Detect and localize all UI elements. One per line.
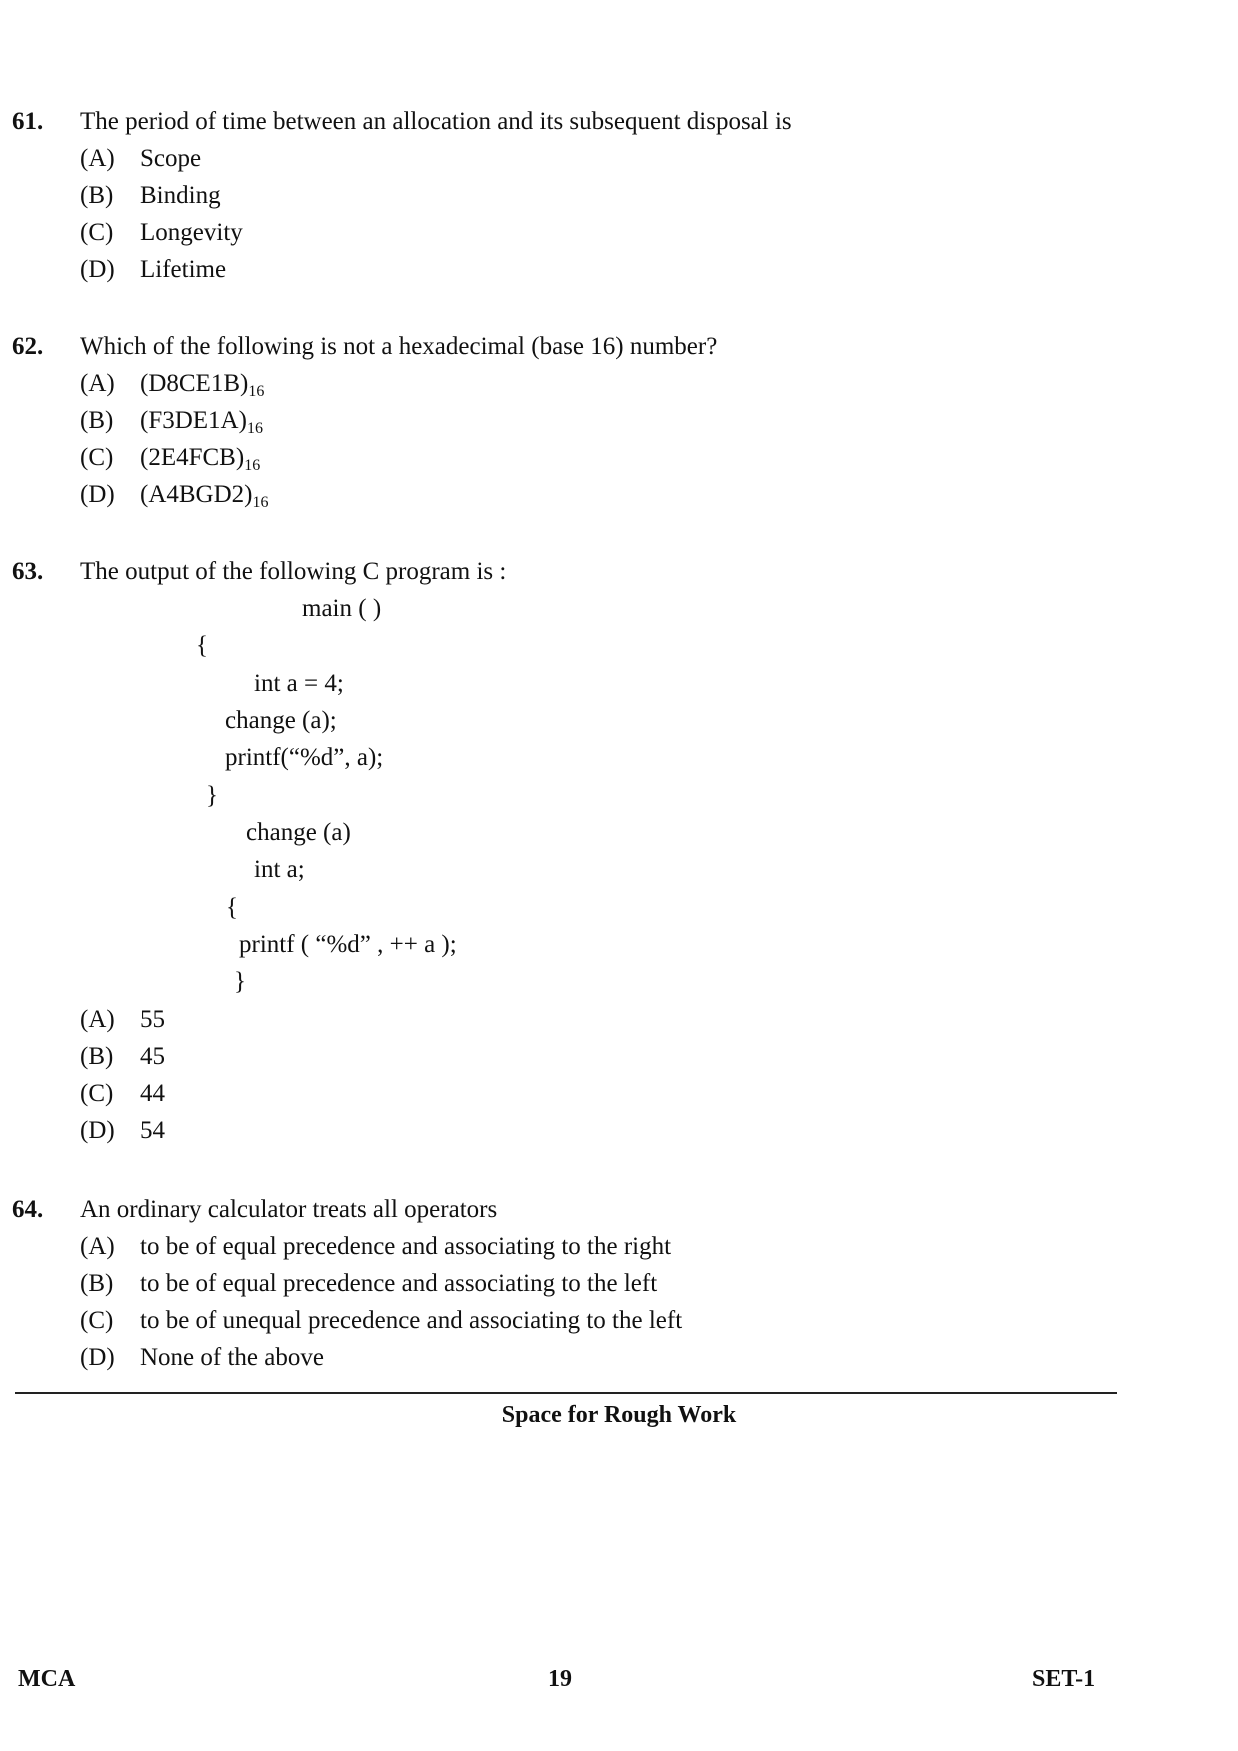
option-text: 44 xyxy=(140,1080,165,1107)
option-text: to be of equal precedence and associating to the left xyxy=(140,1270,658,1297)
option-c xyxy=(80,444,260,475)
option-d xyxy=(80,256,226,284)
option-text: None of the above xyxy=(140,1344,324,1371)
option-letter: (D) xyxy=(80,256,115,283)
option-text: Binding xyxy=(140,182,221,209)
option-a xyxy=(80,370,264,401)
code-line: printf ( “%d” , ++ a ); xyxy=(239,931,457,958)
option-text: (F3DE1A) xyxy=(140,407,247,434)
code-line: { xyxy=(196,632,208,659)
question-number: 63. xyxy=(12,558,44,585)
option-letter: (A) xyxy=(80,145,115,172)
option-a xyxy=(80,145,201,173)
option-d xyxy=(80,1117,165,1145)
option-text: Scope xyxy=(140,145,202,172)
base-subscript: 16 xyxy=(244,457,261,474)
option-text: 54 xyxy=(140,1117,165,1144)
base-subscript: 16 xyxy=(252,494,269,511)
option-letter: (D) xyxy=(80,1117,115,1144)
option-c xyxy=(80,219,243,247)
question-number: 64. xyxy=(12,1196,44,1223)
option-b xyxy=(80,182,221,210)
option-a xyxy=(80,1233,671,1261)
rough-work-heading: Space for Rough Work xyxy=(501,1402,737,1428)
code-line: printf(“%d”, a); xyxy=(225,744,384,771)
code-line: int a = 4; xyxy=(254,670,344,697)
option-d xyxy=(80,481,269,512)
option-b xyxy=(80,1043,165,1071)
footer-right: SET-1 xyxy=(1032,1666,1096,1692)
option-letter: (C) xyxy=(80,1080,114,1107)
divider-rule xyxy=(15,1392,1117,1394)
question-text: The output of the following C program is : xyxy=(80,558,507,585)
option-letter: (C) xyxy=(80,219,114,246)
option-letter: (A) xyxy=(80,370,115,397)
base-subscript: 16 xyxy=(246,420,263,437)
option-c xyxy=(80,1080,165,1108)
code-line: } xyxy=(234,968,246,995)
option-text: 45 xyxy=(140,1043,165,1070)
option-text: Longevity xyxy=(140,219,243,246)
code-line: int a; xyxy=(254,856,305,883)
base-subscript: 16 xyxy=(248,383,265,400)
option-b xyxy=(80,1270,657,1298)
option-d xyxy=(80,1344,324,1372)
option-letter: (B) xyxy=(80,1270,114,1297)
footer-left: MCA xyxy=(18,1666,76,1692)
option-text: (D8CE1B) xyxy=(140,370,249,397)
option-a xyxy=(80,1006,165,1034)
question-number: 61. xyxy=(12,108,44,135)
option-text: Lifetime xyxy=(140,256,227,283)
question-number: 62. xyxy=(12,333,44,360)
page-number: 19 xyxy=(548,1666,572,1692)
code-line: change (a); xyxy=(225,707,337,734)
option-letter: (C) xyxy=(80,1307,114,1334)
question-text: Which of the following is not a hexadecimal (base 16) number? xyxy=(80,333,718,360)
option-letter: (B) xyxy=(80,182,114,209)
code-line: { xyxy=(226,894,238,921)
option-letter: (B) xyxy=(80,1043,114,1070)
option-letter: (D) xyxy=(80,1344,115,1371)
option-letter: (A) xyxy=(80,1233,115,1260)
option-text: 55 xyxy=(140,1006,165,1033)
option-text: (2E4FCB) xyxy=(140,444,245,471)
code-line: main ( ) xyxy=(302,595,382,622)
option-text: to be of unequal precedence and associating to the left xyxy=(140,1307,683,1334)
code-line: change (a) xyxy=(246,819,351,846)
question-text: An ordinary calculator treats all operators xyxy=(80,1196,498,1223)
question-text: The period of time between an allocation and its subsequent disposal is xyxy=(80,108,792,135)
option-c xyxy=(80,1307,682,1335)
option-letter: (A) xyxy=(80,1006,115,1033)
code-line: } xyxy=(206,782,218,809)
option-letter: (B) xyxy=(80,407,114,434)
option-b xyxy=(80,407,263,438)
option-letter: (C) xyxy=(80,444,114,471)
option-letter: (D) xyxy=(80,481,115,508)
option-text: (A4BGD2) xyxy=(140,481,253,508)
option-text: to be of equal precedence and associating to the right xyxy=(140,1233,672,1260)
